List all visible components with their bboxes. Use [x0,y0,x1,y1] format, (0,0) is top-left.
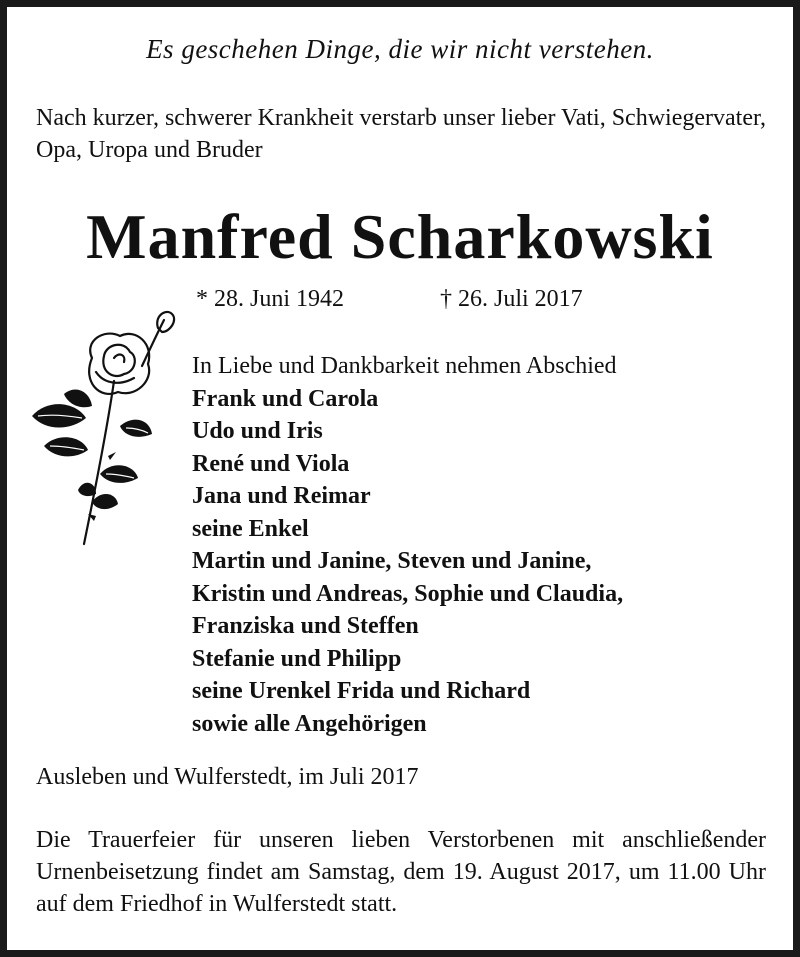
funeral-service-info: Die Trauerfeier für unseren lieben Verstorbenen mit anschließender Urnenbeisetzung findet am Samstag, dem 19. August 2017, um 11.00 Uhr auf dem Friedhof in Wulferstedt statt. [36,827,766,917]
mourner-line: Frank und Carola [192,385,379,412]
mourner-line: sowie alle Angehörigen [192,710,427,737]
death-date: † 26. Juli 2017 [440,286,583,312]
mourner-line: Kristin und Andreas, Sophie und Claudia, [192,580,624,607]
mourner-line: Martin und Janine, Steven und Janine, [192,548,592,574]
rose-icon [24,306,199,551]
mourner-line: Jana und Reimar [192,483,371,509]
mourner-line: Stefanie und Philipp [192,645,402,672]
motto: Es geschehen Dinge, die wir nicht verstehen. [146,34,654,64]
deceased-name: Manfred Scharkowski [86,201,714,272]
mourner-line: seine Urenkel Frida und Richard [192,678,531,704]
place-date: Ausleben und Wulferstedt, im Juli 2017 [36,764,419,790]
intro-text: Nach kurzer, schwerer Krankheit verstarb unser lieber Vati, Schwiegervater, Opa, Uropa und Bruder [36,105,766,163]
mourner-line: seine Enkel [192,515,309,542]
mourners-lead: In Liebe und Dankbarkeit nehmen Abschied [192,353,617,379]
mourner-line: René und Viola [192,450,350,477]
birth-date: * 28. Juni 1942 [196,286,345,312]
mourners-list [192,350,623,740]
mourner-line: Franziska und Steffen [192,613,419,639]
mourner-line: Udo und Iris [192,418,323,444]
